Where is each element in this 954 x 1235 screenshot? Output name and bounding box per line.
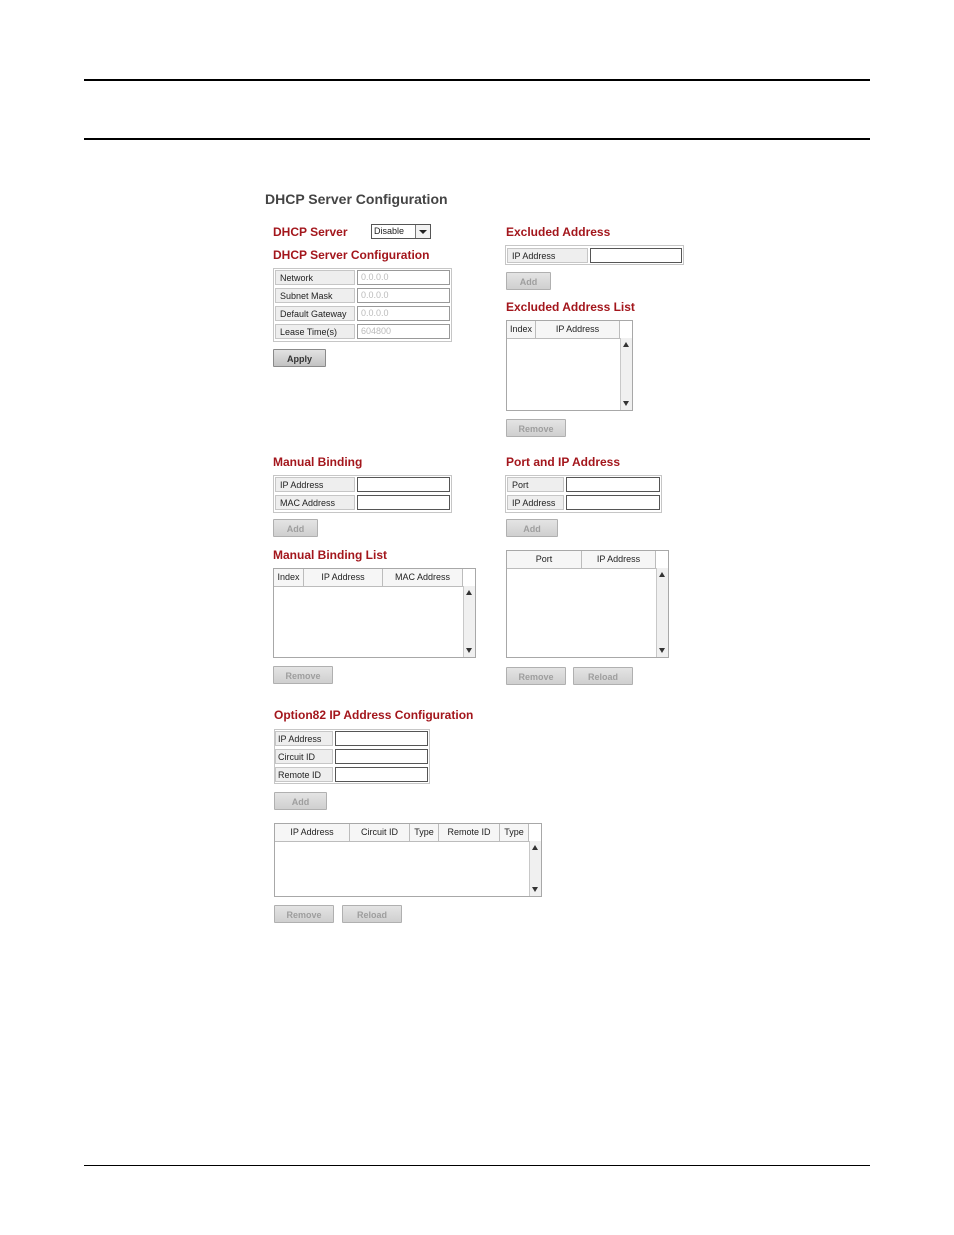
list-header — [274, 569, 463, 587]
option82-list[interactable] — [274, 823, 542, 897]
network-input[interactable]: 0.0.0.0 — [357, 270, 450, 285]
option82-title: Option82 IP Address Configuration — [274, 708, 474, 722]
scroll-down-icon[interactable] — [466, 648, 472, 653]
option82-ip-input[interactable] — [335, 731, 428, 746]
col-circuit-id: Circuit ID — [350, 824, 410, 841]
subnet-mask-label: Subnet Mask — [275, 288, 355, 303]
port-ip-title: Port and IP Address — [506, 455, 621, 469]
manual-binding-list[interactable] — [273, 568, 476, 658]
port-label: Port — [507, 477, 564, 492]
port-remove-button[interactable]: Remove — [506, 667, 566, 685]
header-rule — [84, 138, 870, 140]
lease-time-label: Lease Time(s) — [275, 324, 355, 339]
port-ip-input[interactable] — [566, 495, 660, 510]
chevron-down-icon[interactable] — [415, 225, 430, 238]
top-rule — [84, 79, 870, 81]
excluded-add-button[interactable]: Add — [506, 272, 551, 290]
port-ip-list[interactable] — [506, 550, 669, 658]
footer-rule — [84, 1165, 870, 1166]
list-header — [275, 824, 529, 842]
scroll-up-icon[interactable] — [532, 845, 538, 850]
manual-add-button[interactable]: Add — [273, 519, 318, 537]
dhcp-server-select-value: Disable — [374, 226, 405, 236]
network-label: Network — [275, 270, 355, 285]
col-ip-address: IP Address — [582, 551, 656, 568]
lease-time-input[interactable]: 604800 — [357, 324, 450, 339]
excluded-ip-input[interactable] — [590, 248, 682, 263]
list-scrollbar[interactable] — [656, 568, 668, 657]
manual-remove-button[interactable]: Remove — [273, 666, 333, 684]
page-title: DHCP Server Configuration — [265, 191, 448, 207]
circuit-id-input[interactable] — [335, 749, 428, 764]
scroll-up-icon[interactable] — [659, 572, 665, 577]
excluded-remove-button[interactable]: Remove — [506, 419, 566, 437]
dhcp-server-label: DHCP Server — [273, 225, 348, 239]
list-scrollbar[interactable] — [620, 338, 632, 410]
circuit-id-label: Circuit ID — [275, 749, 333, 764]
excluded-address-list-title: Excluded Address List — [506, 300, 635, 314]
col-ip-address: IP Address — [275, 824, 350, 841]
col-mac-address: MAC Address — [383, 569, 463, 586]
col-circuit-type: Type — [410, 824, 439, 841]
col-ip-address: IP Address — [536, 321, 620, 338]
remote-id-label: Remote ID — [275, 767, 333, 782]
port-input[interactable] — [566, 477, 660, 492]
list-scrollbar[interactable] — [463, 586, 475, 657]
apply-button[interactable]: Apply — [273, 349, 326, 367]
default-gateway-label: Default Gateway — [275, 306, 355, 321]
scroll-down-icon[interactable] — [623, 401, 629, 406]
option82-ip-label: IP Address — [275, 731, 333, 746]
manual-binding-title: Manual Binding — [273, 455, 363, 469]
option82-remove-button[interactable]: Remove — [274, 905, 334, 923]
scroll-down-icon[interactable] — [532, 887, 538, 892]
list-header — [507, 321, 620, 339]
excluded-address-title: Excluded Address — [506, 225, 611, 239]
manual-ip-label: IP Address — [275, 477, 355, 492]
manual-binding-list-title: Manual Binding List — [273, 548, 387, 562]
port-ip-label: IP Address — [507, 495, 564, 510]
col-index: Index — [507, 321, 536, 338]
scroll-down-icon[interactable] — [659, 648, 665, 653]
manual-mac-label: MAC Address — [275, 495, 355, 510]
col-port: Port — [507, 551, 582, 568]
port-add-button[interactable]: Add — [506, 519, 558, 537]
excluded-ip-label: IP Address — [507, 248, 588, 263]
col-remote-id: Remote ID — [439, 824, 500, 841]
port-reload-button[interactable]: Reload — [573, 667, 633, 685]
col-ip-address: IP Address — [304, 569, 383, 586]
list-scrollbar[interactable] — [529, 841, 541, 896]
col-index: Index — [274, 569, 304, 586]
manual-mac-input[interactable] — [357, 495, 450, 510]
scroll-up-icon[interactable] — [623, 342, 629, 347]
scroll-up-icon[interactable] — [466, 590, 472, 595]
col-remote-type: Type — [500, 824, 529, 841]
list-header — [507, 551, 656, 569]
dhcp-server-config-title: DHCP Server Configuration — [273, 248, 430, 262]
remote-id-input[interactable] — [335, 767, 428, 782]
option82-add-button[interactable]: Add — [274, 792, 327, 810]
manual-ip-input[interactable] — [357, 477, 450, 492]
excluded-address-list[interactable] — [506, 320, 633, 411]
default-gateway-input[interactable]: 0.0.0.0 — [357, 306, 450, 321]
dhcp-server-select[interactable] — [371, 224, 431, 239]
subnet-mask-input[interactable]: 0.0.0.0 — [357, 288, 450, 303]
option82-reload-button[interactable]: Reload — [342, 905, 402, 923]
